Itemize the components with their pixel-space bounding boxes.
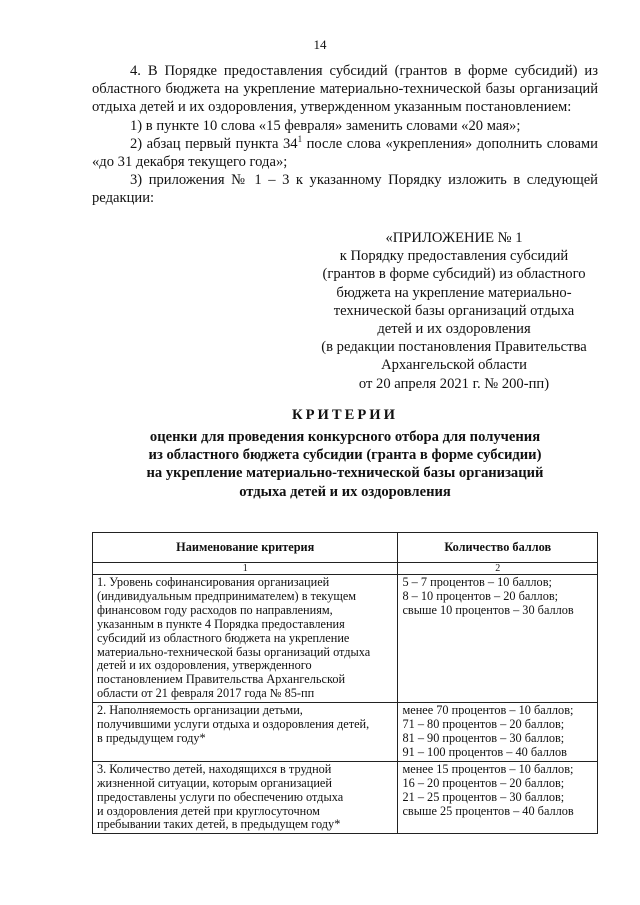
criterion-cell [93,575,398,703]
appendix-header [306,229,602,393]
table-row [93,703,598,762]
paragraph-4-2 [92,135,598,171]
criterion-cell-line: 1. Уровень софинансирования организацией [97,575,330,589]
appendix-line: детей и их оздоровления [377,321,531,338]
criteria-subtitle-line: из областного бюджета субсидии (гранта в форме субсидии) [148,447,542,464]
criterion-cell [93,703,398,762]
criterion-cell-line: области от 21 февраля 2017 года № 85-пп [97,686,315,701]
points-cell-line: 91 – 100 процентов – 40 баллов [402,744,567,759]
criterion-cell-line: субсидий из областного бюджета на укрепление [97,630,350,645]
column-number: 2 [398,563,598,575]
points-cell-line: 71 – 80 процентов – 20 баллов; [402,717,565,732]
criteria-subtitle-line: на укрепление материально-технической базы организаций [146,465,544,482]
criterion-cell-line: и оздоровления детей при круглосуточном [97,803,320,818]
points-cell-line: 81 – 90 процентов – 30 баллов; [402,730,565,745]
criterion-cell-line: указанным в пункте 4 Порядка предоставления [97,616,345,631]
appendix-line: (в редакции постановления Правительства [321,339,587,356]
criteria-subtitle [92,428,598,501]
points-cell-line: 21 – 25 процентов – 30 баллов; [402,789,565,804]
header-criterion: Наименование критерия [93,533,398,563]
criterion-cell-line: постановлением Правительства Архангельской [97,672,346,687]
page-number: 14 [313,37,327,52]
paragraph-4: 4. В Порядке предоставления субсидий (грантов в форме субсидий) из областного бюджета на укрепление материально-технической базы организаций отдыха детей и их оздоровления, утвержденном указанным постановлением: [92,63,598,116]
criterion-cell-line: 2. Наполняемость организации детьми, [97,703,303,718]
points-cell-line: менее 70 процентов – 10 баллов; [402,703,574,718]
appendix-line: технической базы организаций отдыха [333,302,575,319]
table-row [93,575,598,703]
paragraph-4-3: 3) приложения № 1 – 3 к указанному Порядку изложить в следующей редакции: [92,172,598,207]
table-column-number-row [93,563,598,575]
criterion-cell-line: предоставлены услуги по обеспечению отдыха [97,789,344,804]
paragraph-4-1: 1) в пункте 10 слова «15 февраля» заменить словами «20 мая»; [130,117,521,134]
criterion-cell-line: 3. Количество детей, находящихся в трудной [97,761,332,776]
paragraph-4-2-before: 2) абзац первый пункта 34 [130,135,298,152]
points-cell-line: 8 – 10 процентов – 20 баллов; [402,588,559,603]
criterion-cell-line: детей и их оздоровления, утвержденного [97,658,312,673]
criterion-cell-line: жизненной ситуации, которым организацией [97,775,332,790]
amendment-text [92,62,598,208]
criterion-cell [93,761,398,834]
criterion-cell-line: получившими услуги отдыха и оздоровления детей, [97,717,370,732]
appendix-line: Архангельской области [381,357,527,374]
points-cell [398,761,598,834]
appendix-line: (грантов в форме субсидий) из областного [322,266,586,283]
appendix-line: от 20 апреля 2021 г. № 200-пп) [358,375,550,392]
appendix-line: «ПРИЛОЖЕНИЕ № 1 [385,230,523,246]
header-points: Количество баллов [398,533,598,563]
points-cell-line: свыше 10 процентов – 30 баллов [402,602,574,617]
criteria-table [92,532,598,834]
criteria-subtitle-line: отдыха детей и их оздоровления [239,483,451,500]
paragraph-4-2-superscript: 1 [297,133,303,144]
points-cell-line: свыше 25 процентов – 40 баллов [402,803,574,818]
criterion-cell-line: материально-технической базы организаций отдыха [97,644,371,659]
table-header-row [93,533,598,563]
appendix-line: бюджета на укрепление материально- [336,284,572,301]
points-cell [398,575,598,703]
points-cell-line: 16 – 20 процентов – 20 баллов; [402,775,565,790]
criterion-cell-line: пребывании таких детей, в предыдущем году* [97,817,341,832]
criterion-cell-line: финансовом году расходов по направлениям, [97,602,333,617]
points-cell-line: менее 15 процентов – 10 баллов; [402,761,574,776]
criteria-subtitle-line: оценки для проведения конкурсного отбора для получения [149,429,541,445]
criterion-cell-line: (индивидуальным предпринимателем) в текущем [97,588,357,603]
column-number: 1 [93,563,398,575]
table-row [93,761,598,834]
appendix-line: к Порядку предоставления субсидий [339,248,569,265]
points-cell [398,703,598,762]
criterion-cell-line: в предыдущем году* [97,730,206,745]
paragraph-4-2-after: после слова «укрепления» дополнить словами «до 31 декабря текущего года»; [92,135,598,171]
criteria-title: КРИТЕРИИ [292,407,398,423]
points-cell-line: 5 – 7 процентов – 10 баллов; [402,575,552,589]
table-body [93,575,598,834]
